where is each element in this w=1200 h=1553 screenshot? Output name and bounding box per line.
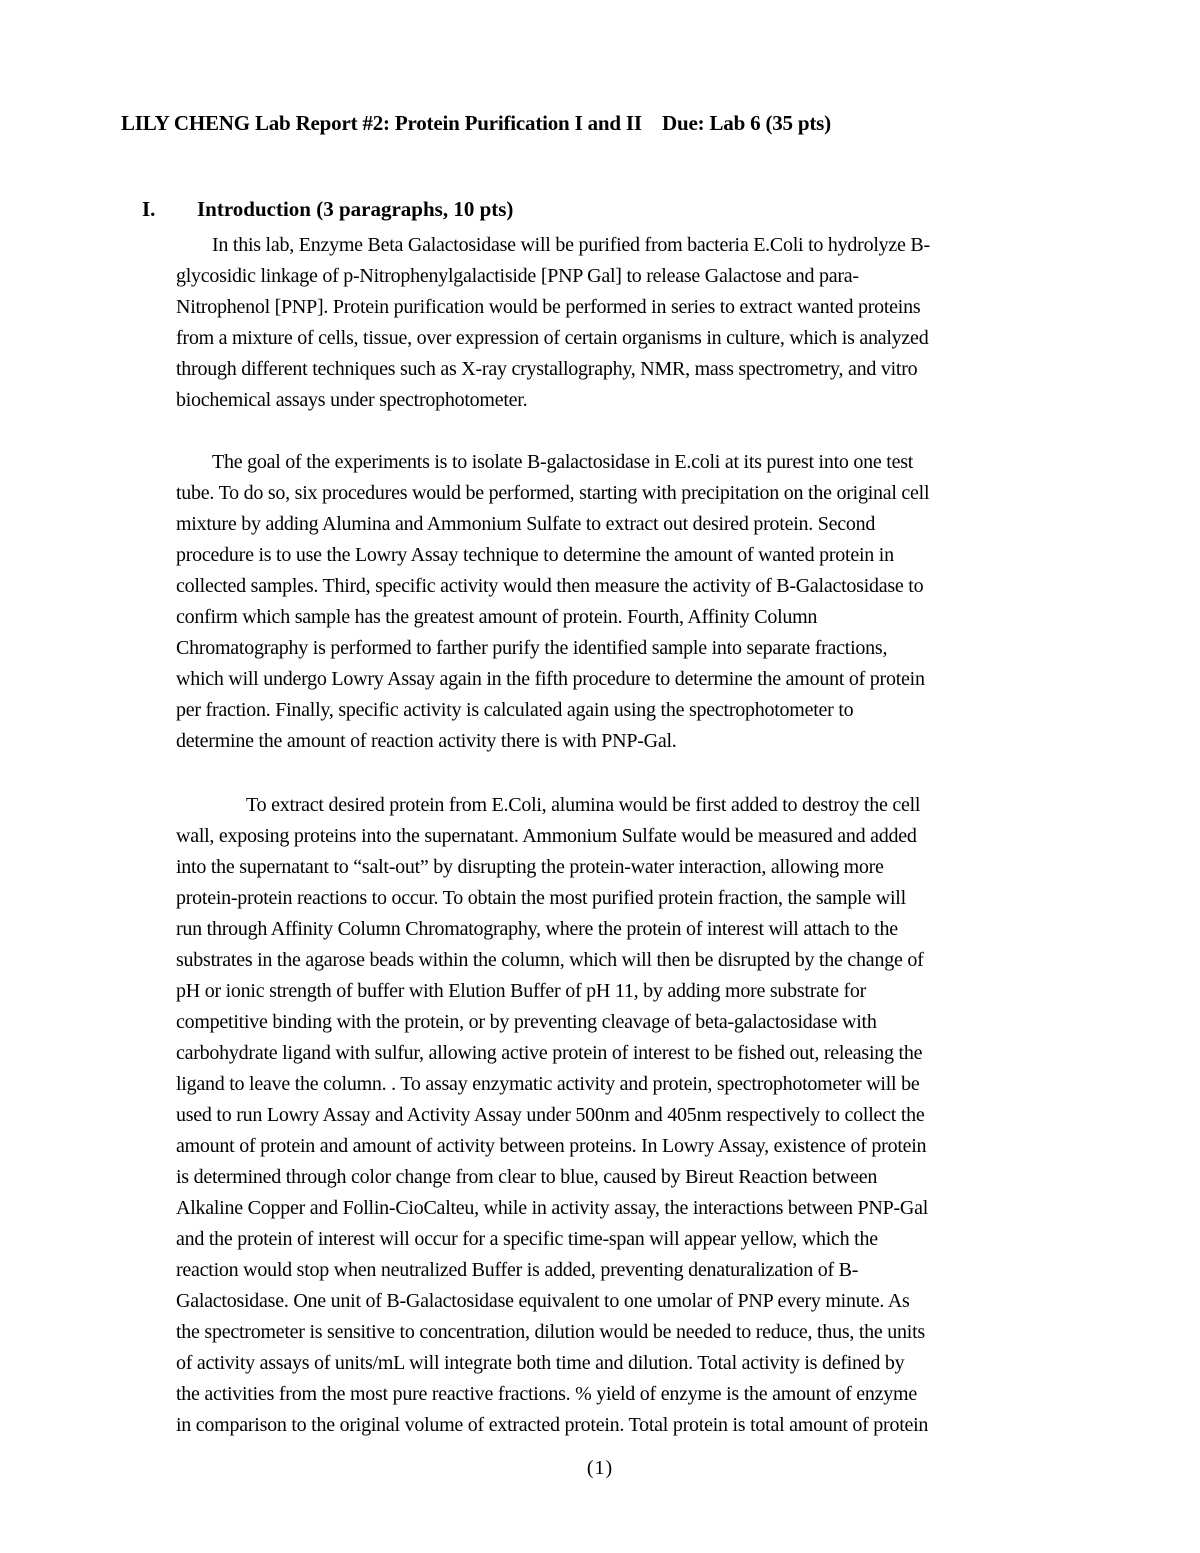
text-line: In this lab, Enzyme Beta Galactosidase will be purified from bacteria E.Coli to hydrolyze B- (212, 234, 930, 256)
text-line: glycosidic linkage of p-Nitrophenylgalactiside [PNP Gal] to release Galactose and para- (176, 265, 859, 287)
section-title: Introduction (3 paragraphs, 10 pts) (197, 197, 514, 221)
text-line: tube. To do so, six procedures would be performed, starting with precipitation on the original cell (176, 482, 930, 504)
section-number: I. (142, 197, 156, 221)
text-line: carbohydrate ligand with sulfur, allowing active protein of interest to be fished out, releasing the (176, 1042, 923, 1064)
text-line: Nitrophenol [PNP]. Protein purification would be performed in series to extract wanted proteins (176, 296, 921, 318)
text-line: used to run Lowry Assay and Activity Assay under 500nm and 405nm respectively to collect the (176, 1104, 925, 1126)
text-line: ligand to leave the column. . To assay enzymatic activity and protein, spectrophotometer will be (176, 1073, 920, 1095)
text-line: protein-protein reactions to occur. To obtain the most purified protein fraction, the sample will (176, 887, 906, 909)
text-line: determine the amount of reaction activity there is with PNP-Gal. (176, 730, 677, 752)
text-line: amount of protein and amount of activity between proteins. In Lowry Assay, existence of protein (176, 1135, 927, 1157)
text-line: procedure is to use the Lowry Assay technique to determine the amount of wanted protein in (176, 544, 894, 566)
text-line: Galactosidase. One unit of B-Galactosidase equivalent to one umolar of PNP every minute. As (176, 1290, 910, 1312)
text-line: which will undergo Lowry Assay again in the fifth procedure to determine the amount of protein (176, 668, 925, 690)
text-line: collected samples. Third, specific activity would then measure the activity of B-Galactosidase to (176, 575, 924, 597)
text-line: confirm which sample has the greatest amount of protein. Fourth, Affinity Column (176, 606, 818, 628)
text-line: through different techniques such as X-ray crystallography, NMR, mass spectrometry, and vitro (176, 358, 918, 380)
text-line: is determined through color change from clear to blue, caused by Bireut Reaction between (176, 1166, 878, 1188)
text-line: in comparison to the original volume of extracted protein. Total protein is total amount of protein (176, 1414, 929, 1436)
text-line: substrates in the agarose beads within the column, which will then be disrupted by the change of (176, 949, 924, 971)
page-number: (1) (586, 1457, 614, 1479)
text-line: biochemical assays under spectrophotometer. (176, 389, 528, 411)
text-line: pH or ionic strength of buffer with Elution Buffer of pH 11, by adding more substrate for (176, 980, 867, 1002)
text-line: competitive binding with the protein, or by preventing cleavage of beta-galactosidase with (176, 1011, 877, 1033)
text-line: of activity assays of units/mL will integrate both time and dilution. Total activity is defined by (176, 1352, 905, 1374)
text-line: into the supernatant to “salt-out” by disrupting the protein-water interaction, allowing more (176, 856, 884, 878)
text-line: Alkaline Copper and Follin-CioCalteu, while in activity assay, the interactions between PNP-Gal (176, 1197, 929, 1219)
paragraph-1 (176, 230, 1096, 416)
text-line: mixture by adding Alumina and Ammonium Sulfate to extract out desired protein. Second (176, 513, 876, 535)
text-line: Chromatography is performed to farther purify the identified sample into separate fractions, (176, 637, 888, 659)
text-line: and the protein of interest will occur for a specific time-span will appear yellow, which the (176, 1228, 878, 1250)
text-line: the spectrometer is sensitive to concentration, dilution would be needed to reduce, thus, the units (176, 1321, 925, 1343)
text-line: To extract desired protein from E.Coli, alumina would be first added to destroy the cell (246, 794, 921, 816)
text-line: run through Affinity Column Chromatography, where the protein of interest will attach to the (176, 918, 898, 940)
text-line: The goal of the experiments is to isolate B-galactosidase in E.coli at its purest into one test (212, 451, 914, 473)
paragraph-3 (176, 790, 1096, 1441)
paragraph-2 (176, 447, 1096, 757)
text-line: wall, exposing proteins into the supernatant. Ammonium Sulfate would be measured and added (176, 825, 917, 847)
report-title: LILY CHENG Lab Report #2: Protein Purification I and II Due: Lab 6 (35 pts) (121, 111, 831, 135)
text-line: from a mixture of cells, tissue, over expression of certain organisms in culture, which is analyzed (176, 327, 929, 349)
text-line: per fraction. Finally, specific activity is calculated again using the spectrophotometer to (176, 699, 854, 721)
text-line: reaction would stop when neutralized Buffer is added, preventing denaturalization of B- (176, 1259, 859, 1281)
text-line: the activities from the most pure reactive fractions. % yield of enzyme is the amount of enzyme (176, 1383, 917, 1405)
